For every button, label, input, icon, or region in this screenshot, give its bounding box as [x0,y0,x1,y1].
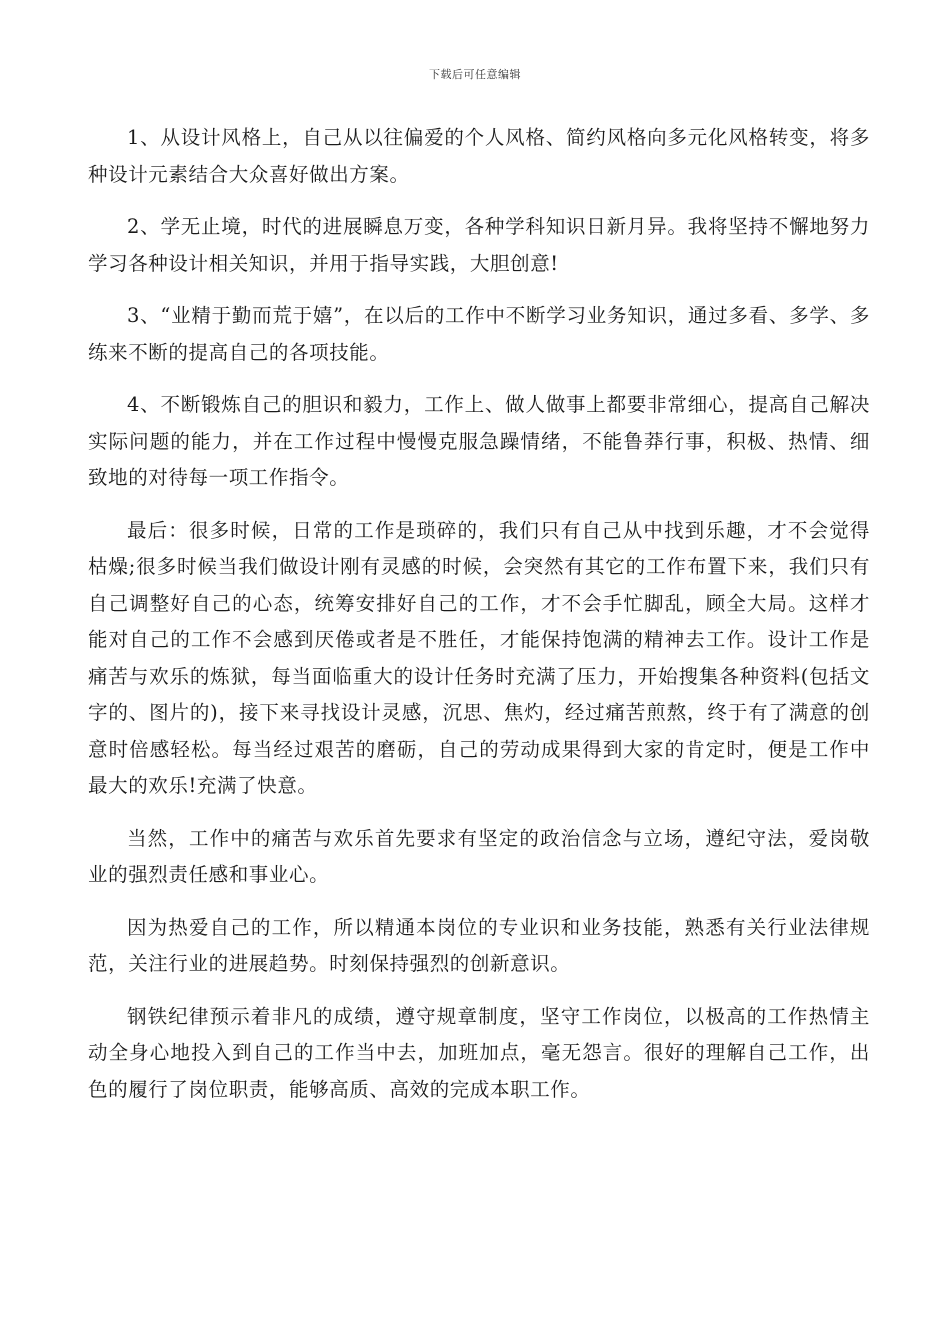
paragraph-1: 1、从设计风格上，自己从以往偏爱的个人风格、简约风格向多元化风格转变，将多种设计元素结合大众喜好做出方案。 [88,126,870,186]
paragraph-4: 4、不断锻炼自己的胆识和毅力，工作上、做人做事上都要非常细心，提高自己解决实际问题的能力，并在工作过程中慢慢克服急躁情绪，不能鲁莽行事，积极、热情、细致地的对待每一项工作指令。 [88,393,870,489]
page-header: 下载后可任意编辑 [429,68,521,81]
paragraph-7: 因为热爱自己的工作，所以精通本岗位的专业识和业务技能，熟悉有关行业法律规范，关注行业的进展趋势。时刻保持强烈的创新意识。 [88,915,870,975]
paragraph-8: 钢铁纪律预示着非凡的成绩，遵守规章制度，坚守工作岗位，以极高的工作热情主动全身心地投入到自己的工作当中去，加班加点，毫无怨言。很好的理解自己工作，出色的履行了岗位职责，能够高质、高效的完成本职工作。 [88,1004,870,1101]
paragraph-3: 3、“业精于勤而荒于嬉”，在以后的工作中不断学习业务知识，通过多看、多学、多练来不断的提高自己的各项技能。 [88,304,870,364]
document-body [88,120,870,1124]
paragraph-6: 当然，工作中的痛苦与欢乐首先要求有坚定的政治信念与立场，遵纪守法，爱岗敬业的强烈责任感和事业心。 [88,826,870,886]
paragraph-5: 最后：很多时候，日常的工作是琐碎的，我们只有自己从中找到乐趣，才不会觉得枯燥;很多时候当我们做设计刚有灵感的时候，会突然有其它的工作布置下来，我们只有自己调整好自己的心态，统筹安排好自己的工作，才不会手忙脚乱，顾全大局。这样才能对自己的工作不会感到厌倦或者是不胜任，才能保持饱满的精神去工作。设计工作是痛苦与欢乐的炼狱，每当面临重大的设计任务时充满了压力，开始搜集各种资料(包括文字的、图片的)，接下来寻找设计灵感，沉思、焦灼，经过痛苦煎熬，终于有了满意的创意时倍感轻松。每当经过艰苦的磨砺，自己的劳动成果得到大家的肯定时，便是工作中最大的欢乐!充满了快意。 [88,518,870,797]
paragraph-2: 2、学无止境，时代的进展瞬息万变，各种学科知识日新月异。我将坚持不懈地努力学习各种设计相关知识，并用于指导实践，大胆创意! [88,215,870,275]
